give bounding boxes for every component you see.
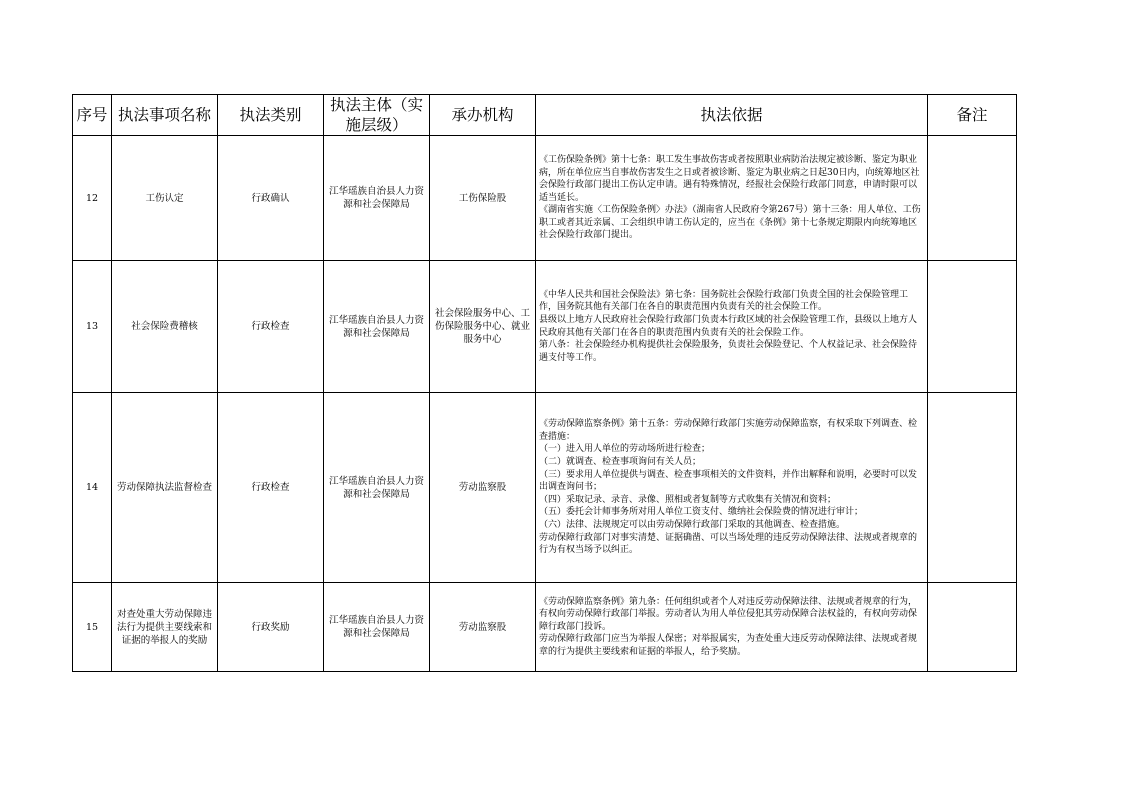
cell-seq: 13 xyxy=(73,261,112,393)
cell-category: 行政检查 xyxy=(218,393,324,583)
header-item-name: 执法事项名称 xyxy=(112,95,218,136)
cell-subject: 江华瑶族自治县人力资源和社会保障局 xyxy=(324,583,430,672)
basis-paragraph: 《劳动保障监察条例》第十五条：劳动保障行政部门实施劳动保障监察，有权采取下列调查、检查措施： xyxy=(539,419,918,442)
header-remark: 备注 xyxy=(928,95,1017,136)
basis-paragraph: （一）进入用人单位的劳动场所进行检查； xyxy=(539,444,711,455)
cell-agency: 社会保险服务中心、工伤保险服务中心、就业服务中心 xyxy=(430,261,536,393)
table-row xyxy=(73,136,1017,261)
cell-seq: 14 xyxy=(73,393,112,583)
cell-item-name: 对查处重大劳动保障违法行为提供主要线索和证据的举报人的奖励 xyxy=(112,583,218,672)
cell-subject: 江华瑶族自治县人力资源和社会保障局 xyxy=(324,261,430,393)
basis-paragraph: （二）就调查、检查事项询问有关人员； xyxy=(539,457,702,468)
cell-item-name: 社会保险费稽核 xyxy=(112,261,218,393)
cell-category: 行政奖励 xyxy=(218,583,324,672)
cell-category: 行政确认 xyxy=(218,136,324,261)
header-agency: 承办机构 xyxy=(430,95,536,136)
cell-basis xyxy=(536,583,928,672)
basis-paragraph: 《中华人民共和国社会保险法》第七条：国务院社会保险行政部门负责全国的社会保险管理工作，国务院其他有关部门在各自的职责范围内负责有关的社会保险工作。 xyxy=(539,289,909,313)
cell-remark xyxy=(928,393,1017,583)
basis-paragraph: 县级以上地方人民政府社会保险行政部门负责本行政区域的社会保险管理工作，县级以上地方人民政府其他有关部门在各自的职责范围内负责有关的社会保险工作。 xyxy=(539,314,918,338)
cell-subject: 江华瑶族自治县人力资源和社会保障局 xyxy=(324,136,430,261)
basis-paragraph: 第八条：社会保险经办机构提供社会保险服务，负责社会保险登记、个人权益记录、社会保险待遇支付等工作。 xyxy=(539,340,918,363)
header-basis: 执法依据 xyxy=(536,95,928,136)
basis-paragraph: 《劳动保障监察条例》第九条：任何组织或者个人对违反劳动保障法律、法规或者规章的行为，有权向劳动保障行政部门举报。劳动者认为用人单位侵犯其劳动保障合法权益的，有权向劳动保障行政部门投诉。 xyxy=(539,596,918,632)
cell-agency: 劳动监察股 xyxy=(430,393,536,583)
cell-agency: 工伤保险股 xyxy=(430,136,536,261)
enforcement-items-table xyxy=(72,94,1017,672)
table-row xyxy=(73,261,1017,393)
basis-paragraph: （六）法律、法规规定可以由劳动保障行政部门采取的其他调查、检查措施。 xyxy=(539,519,846,530)
cell-seq: 15 xyxy=(73,583,112,672)
basis-paragraph: 《工伤保险条例》第十七条：职工发生事故伤害或者按照职业病防治法规定被诊断、鉴定为职业病，所在单位应当自事故伤害发生之日或者被诊断、鉴定为职业病之日起30日内，向统筹地区社会保险行政部门提出工伤认定申请。遇有特殊情况，经报社会保险行政部门同意，申请时限可以适当延长。 xyxy=(539,154,920,203)
cell-basis xyxy=(536,261,928,393)
basis-paragraph: （三）要求用人单位提供与调查、检查事项相关的文件资料，并作出解释和说明，必要时可以发出调查询问书； xyxy=(539,469,918,493)
basis-paragraph: （四）采取记录、录音、录像、照相或者复制等方式收集有关情况和资料； xyxy=(539,494,837,505)
cell-category: 行政检查 xyxy=(218,261,324,393)
cell-basis xyxy=(536,136,928,261)
basis-paragraph: 劳动保障行政部门对事实清楚、证据确凿、可以当场处理的违反劳动保障法律、法规或者规章的行为有权当场予以纠正。 xyxy=(539,532,918,556)
table-row xyxy=(73,583,1017,672)
cell-item-name: 工伤认定 xyxy=(112,136,218,261)
basis-paragraph: 《湖南省实施〈工伤保险条例〉办法》（湖南省人民政府令第267号）第十三条：用人单位、工伤职工或者其近亲属、工会组织申请工伤认定的，应当在《条例》第十七条规定期限内向统筹地区社会保险行政部门提出。 xyxy=(539,205,921,241)
cell-remark xyxy=(928,583,1017,672)
cell-remark xyxy=(928,136,1017,261)
basis-paragraph: （五）委托会计师事务所对用人单位工资支付、缴纳社会保险费的情况进行审计； xyxy=(539,507,864,518)
table-header-row xyxy=(73,95,1017,136)
cell-basis xyxy=(536,393,928,583)
cell-item-name: 劳动保障执法监督检查 xyxy=(112,393,218,583)
cell-seq: 12 xyxy=(73,136,112,261)
cell-agency: 劳动监察股 xyxy=(430,583,536,672)
table-row xyxy=(73,393,1017,583)
basis-paragraph: 劳动保障行政部门应当为举报人保密；对举报属实，为查处重大违反劳动保障法律、法规或者规章的行为提供主要线索和证据的举报人，给予奖励。 xyxy=(539,634,918,657)
header-category: 执法类别 xyxy=(218,95,324,136)
cell-remark xyxy=(928,261,1017,393)
cell-subject: 江华瑶族自治县人力资源和社会保障局 xyxy=(324,393,430,583)
header-subject: 执法主体（实施层级） xyxy=(324,95,430,136)
header-seq: 序号 xyxy=(73,95,112,136)
